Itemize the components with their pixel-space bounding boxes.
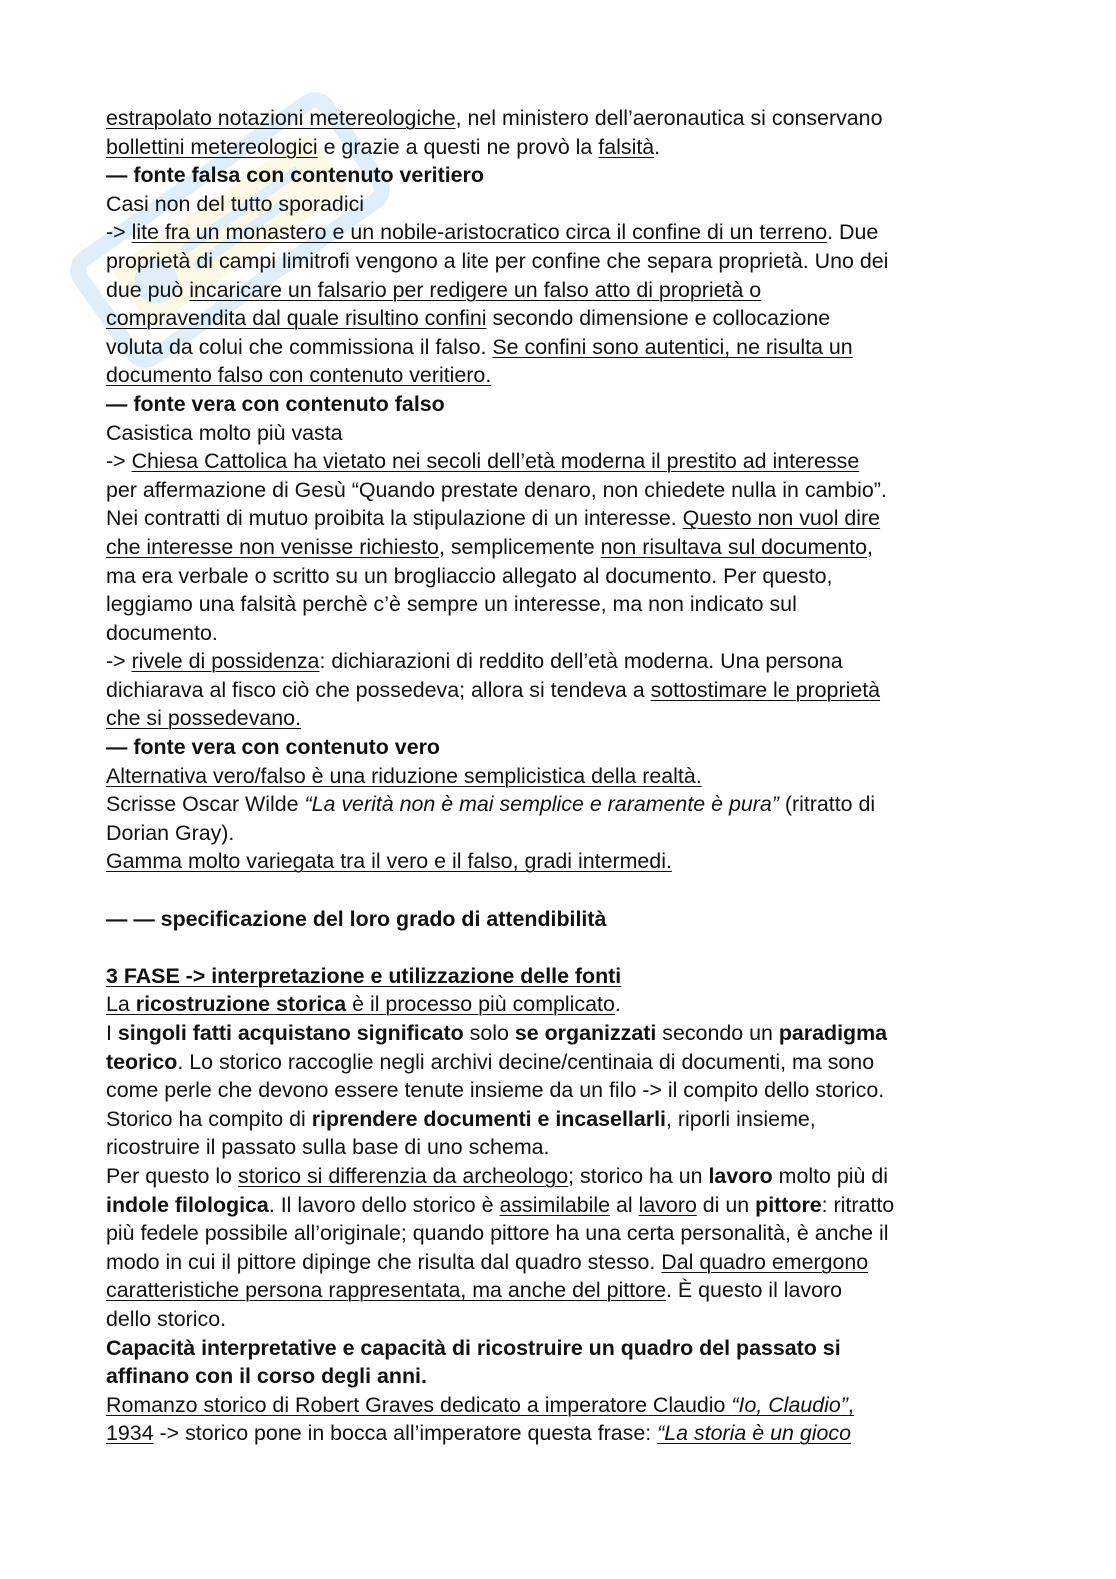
text-segment: — fonte vera con contenuto vero (106, 735, 440, 760)
text-segment: Dal quadro emergono (661, 1249, 869, 1274)
text-segment: Capacità interpretative e capacità di ricostruire un quadro del passato si (106, 1335, 841, 1360)
text-segment: 1934 (106, 1421, 154, 1446)
text-segment: storico si differenzia da archeologo (238, 1163, 569, 1188)
text-line (106, 476, 1016, 505)
text-segment: lite fra un monastero e un nobile-aristocratico circa il confine di un terreno (131, 220, 828, 245)
text-segment: rivele di possidenza (131, 649, 320, 674)
text-segment: leggiamo una falsità perchè c’è sempre un interesse, ma non indicato sul (106, 592, 797, 617)
text-line (106, 1133, 1016, 1162)
text-line (106, 1162, 1016, 1191)
text-line (106, 1334, 1016, 1363)
text-segment: lavoro (638, 1192, 697, 1217)
text-line (106, 161, 1016, 190)
text-line (106, 390, 1016, 419)
text-line (106, 276, 1016, 305)
text-line (106, 247, 1016, 276)
text-segment: I (106, 1021, 118, 1045)
text-line (106, 133, 1016, 162)
text-segment: per affermazione di Gesù “Quando prestate denaro, non chiedete nulla in cambio”. (106, 477, 887, 502)
text-line (106, 704, 1016, 733)
text-line (106, 590, 1016, 619)
text-segment: Per questo lo (106, 1163, 238, 1188)
text-segment: singoli fatti acquistano significato (117, 1021, 464, 1045)
text-line (106, 1362, 1016, 1391)
text-segment: (ritratto di (778, 792, 876, 817)
text-line (106, 562, 1016, 591)
text-segment: secondo dimensione e collocazione (486, 306, 831, 331)
text-line (106, 218, 1016, 247)
text-segment: più fedele possibile all’originale; quando pittore ha una certa personalità, è anche il (106, 1221, 889, 1246)
blank-line (106, 876, 1016, 905)
text-segment: modo in cui il pittore dipinge che risulta dal quadro stesso. (106, 1249, 662, 1274)
text-line (106, 905, 1016, 934)
text-segment: pittore (755, 1192, 822, 1217)
text-segment: . È questo il lavoro (666, 1278, 843, 1303)
text-line (106, 790, 1016, 819)
text-segment: -> (106, 449, 132, 474)
text-segment: Casi non del tutto sporadici (106, 191, 365, 216)
text-segment: Alternativa vero/falso è una riduzione semplicistica della realtà. (106, 763, 702, 788)
text-line (106, 1191, 1016, 1220)
text-segment: bollettini metereologici (106, 134, 318, 159)
document-body (106, 104, 1016, 1448)
text-line (106, 819, 1016, 848)
text-segment: indole filologica (106, 1192, 269, 1217)
text-line (106, 1419, 1016, 1448)
text-segment: Romanzo storico di Robert Graves dedicato a imperatore Claudio (106, 1392, 732, 1417)
text-line (106, 1048, 1016, 1077)
text-line (106, 647, 1016, 676)
text-segment: . Lo storico raccoglie negli archivi decine/centinaia di documenti, ma sono (177, 1049, 875, 1074)
text-line (106, 676, 1016, 705)
text-segment: ricostruire il passato sulla base di uno schema. (106, 1135, 550, 1160)
text-segment: teorico (106, 1049, 178, 1074)
text-segment: -> storico pone in bocca all’imperatore questa frase: (153, 1421, 658, 1446)
text-line (106, 533, 1016, 562)
text-segment: Chiesa Cattolica ha vietato nei secoli dell’età moderna il prestito ad interesse (131, 449, 860, 474)
blank-line (106, 933, 1016, 962)
text-segment: -> (106, 649, 132, 674)
text-segment: “Io, Claudio” (731, 1392, 848, 1417)
text-segment: — — specificazione del loro grado di attendibilità (106, 906, 607, 931)
text-segment: dello storico. (106, 1306, 227, 1331)
text-segment: come perle che devono essere tenute insieme da un filo -> il compito dello storico. (106, 1078, 885, 1103)
text-segment: , semplicemente (438, 534, 601, 559)
text-segment: . Due (827, 220, 879, 245)
text-line (106, 504, 1016, 533)
text-segment: che si possedevano. (106, 706, 302, 731)
text-segment: , riporli insieme, (665, 1106, 816, 1131)
text-line (106, 104, 1016, 133)
text-line (106, 1305, 1016, 1334)
text-segment: proprietà di campi limitrofi vengono a lite per confine che separa proprietà. Uno dei (106, 248, 889, 273)
text-line (106, 333, 1016, 362)
text-segment: Dorian Gray). (106, 820, 235, 845)
text-line (106, 1248, 1016, 1277)
text-segment: -> (106, 220, 132, 245)
text-segment: documento falso con contenuto veritiero. (106, 363, 492, 388)
text-line (106, 1219, 1016, 1248)
text-segment: affinano con il corso degli anni. (106, 1364, 427, 1389)
text-segment: Questo non vuol dire (682, 506, 881, 531)
text-segment: , (866, 534, 873, 559)
text-line (106, 1076, 1016, 1105)
text-segment: solo (463, 1021, 515, 1045)
text-segment: riprendere documenti e incasellarli (311, 1106, 666, 1131)
text-line (106, 762, 1016, 791)
text-segment: ; storico ha un (568, 1163, 709, 1188)
text-segment: 3 FASE -> interpretazione e utilizzazione delle fonti (106, 963, 622, 988)
text-line (106, 619, 1016, 648)
text-segment: Storico ha compito di (106, 1106, 312, 1131)
text-segment: compravendita dal quale risultino confini (106, 306, 487, 331)
text-line (106, 447, 1016, 476)
text-segment: documento. (106, 620, 218, 645)
text-segment: , (847, 1392, 854, 1417)
text-segment: che interesse non venisse richiesto (106, 534, 439, 559)
text-segment: : ritratto (821, 1192, 895, 1217)
text-line (106, 733, 1016, 762)
text-segment: falsità (598, 134, 655, 159)
text-line (106, 419, 1016, 448)
text-segment: ricostruzione storica (135, 992, 347, 1017)
text-line (106, 847, 1016, 876)
text-segment: molto più di (772, 1163, 889, 1188)
text-segment: se organizzati (514, 1021, 657, 1045)
text-segment: dichiarava al fisco ciò che possedeva; allora si tendeva a (106, 677, 651, 702)
text-segment: assimilabile (499, 1192, 611, 1217)
text-segment: voluta da colui che commissiona il falso. (106, 334, 493, 359)
text-segment: al (610, 1192, 639, 1217)
text-segment: : dichiarazioni di reddito dell’età moderna. Una persona (319, 649, 843, 674)
text-segment: sottostimare le proprietà (650, 677, 881, 702)
text-segment: ma era verbale o scritto su un brogliaccio allegato al documento. Per questo, (106, 563, 833, 588)
text-line (106, 962, 1016, 991)
text-segment: “La storia è un gioco (657, 1421, 851, 1446)
text-segment: La (106, 992, 136, 1017)
text-segment: . Il lavoro dello storico è (268, 1192, 500, 1217)
text-segment: incaricare un falsario per redigere un falso atto di proprietà o (189, 277, 762, 302)
text-segment: — fonte vera con contenuto falso (106, 391, 445, 416)
text-segment: di un (696, 1192, 756, 1217)
text-line (106, 1276, 1016, 1305)
text-segment: secondo un (656, 1021, 779, 1045)
text-line (106, 1019, 1016, 1048)
text-segment: estrapolato notazioni metereologiche (106, 106, 456, 130)
text-segment: lavoro (708, 1163, 773, 1188)
text-segment: Se confini sono autentici, ne risulta un (492, 334, 853, 359)
text-segment: — fonte falsa con contenuto veritiero (106, 163, 484, 188)
text-segment: Casistica molto più vasta (106, 420, 343, 445)
text-line (106, 990, 1016, 1019)
text-segment: Scrisse Oscar Wilde (106, 792, 305, 817)
text-segment: Nei contratti di mutuo proibita la stipulazione di un interesse. (106, 506, 683, 531)
text-segment: è il processo più complicato (346, 992, 615, 1017)
text-segment: caratteristiche persona rappresentata, ma anche del pittore (106, 1278, 667, 1303)
text-line (106, 190, 1016, 219)
text-segment: due può (106, 277, 190, 302)
text-segment: , nel ministero dell’aeronautica si conservano (455, 106, 883, 130)
text-segment: paradigma (778, 1021, 888, 1045)
text-segment: e grazie a questi ne provò la (317, 134, 599, 159)
text-segment: non risultava sul documento (600, 534, 867, 559)
text-line (106, 1391, 1016, 1420)
text-segment: Gamma molto variegata tra il vero e il falso, gradi intermedi. (106, 849, 672, 874)
text-segment: “La verità non è mai semplice e raramente è pura” (304, 792, 779, 817)
text-line (106, 1105, 1016, 1134)
text-segment: . (654, 134, 661, 159)
text-line (106, 361, 1016, 390)
text-segment: . (614, 992, 621, 1017)
text-line (106, 304, 1016, 333)
